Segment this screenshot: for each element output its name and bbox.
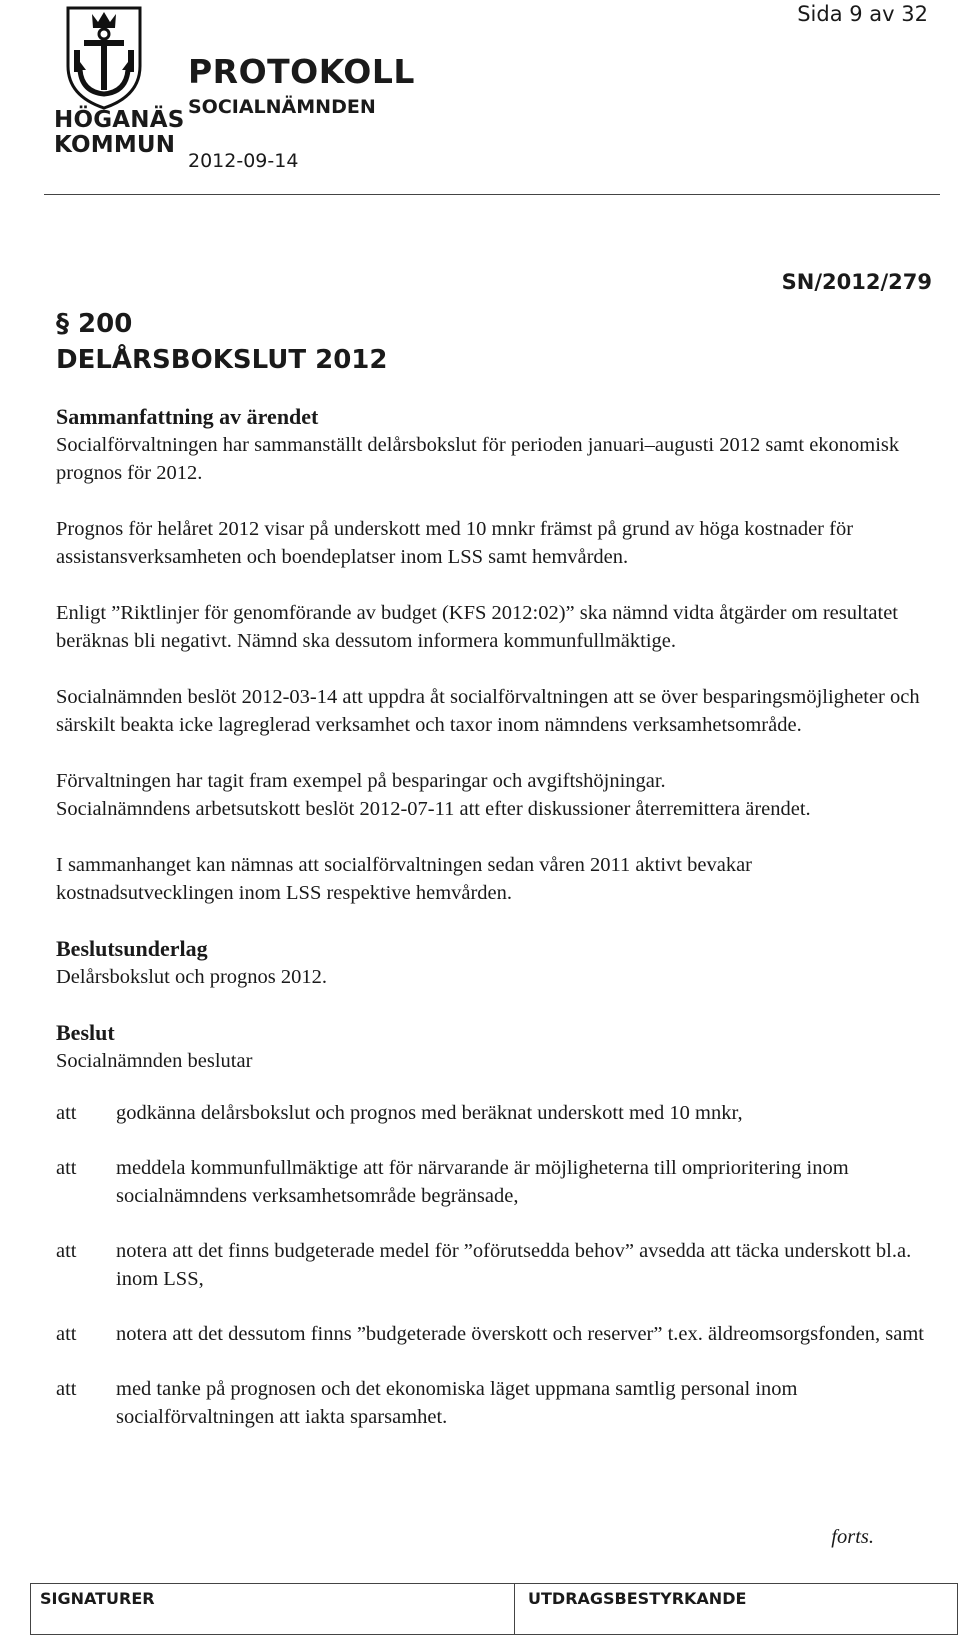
extract-certification-label: UTDRAGSBESTYRKANDE bbox=[528, 1589, 747, 1608]
decision-keyword: att bbox=[56, 1323, 77, 1345]
section-heading bbox=[56, 306, 387, 378]
decision-intro: Socialnämnden beslutar bbox=[56, 1050, 253, 1072]
section-number: § 200 bbox=[56, 309, 133, 339]
logo-line-1: HÖGANÄS bbox=[54, 107, 185, 133]
paragraph-5b: Socialnämndens arbetsutskott beslöt 2012-07-11 att efter diskussioner återremittera ärendet. bbox=[56, 798, 811, 820]
decision-item bbox=[56, 1375, 932, 1431]
decision-keyword: att bbox=[56, 1378, 77, 1400]
decision-text: notera att det finns budgeterade medel för ”oförutsedda behov” avsedda att täcka underskott bl.a. inom LSS, bbox=[116, 1240, 912, 1290]
header-divider bbox=[44, 194, 940, 195]
decision-keyword: att bbox=[56, 1240, 77, 1262]
page-number: Sida 9 av 32 bbox=[797, 2, 928, 26]
decision-list bbox=[56, 1099, 932, 1431]
decision-item bbox=[56, 1099, 932, 1127]
logo-line-2: KOMMUN bbox=[54, 132, 176, 158]
decision-item bbox=[56, 1154, 932, 1210]
decision-text: meddela kommunfullmäktige att för närvarande är möjligheterna till omprioritering inom socialnämndens verksamhetsområde begränsade, bbox=[116, 1157, 849, 1207]
decision-keyword: att bbox=[56, 1157, 77, 1179]
paragraph-1: Socialförvaltningen har sammanställt delårsbokslut för perioden januari–augusti 2012 samt ekonomisk prognos för 2012. bbox=[56, 434, 900, 484]
decision-text: notera att det dessutom finns ”budgeterade överskott och reserver” t.ex. äldreomsorgsfonden, samt bbox=[116, 1323, 924, 1345]
section-title: DELÅRSBOKSLUT 2012 bbox=[56, 345, 388, 375]
paragraph-6: I sammanhanget kan nämnas att socialförvaltningen sedan våren 2011 aktivt bevakar kostnadsutvecklingen inom LSS respektive hemvården. bbox=[56, 854, 752, 904]
case-number: SN/2012/279 bbox=[781, 270, 932, 294]
basis-text: Delårsbokslut och prognos 2012. bbox=[56, 966, 328, 988]
decision-item bbox=[56, 1237, 932, 1293]
decision-text: godkänna delårsbokslut och prognos med beräknat underskott med 10 mnkr, bbox=[116, 1102, 743, 1124]
continued-note: forts. bbox=[831, 1526, 874, 1548]
footer-divider bbox=[514, 1583, 515, 1635]
decision-text: med tanke på prognosen och det ekonomiska läget uppmana samtlig personal inom socialförvaltningen att iakta sparsamhet. bbox=[116, 1378, 798, 1428]
logo-wordmark bbox=[54, 108, 185, 158]
basis-heading: Beslutsunderlag bbox=[56, 936, 208, 961]
document-body bbox=[56, 403, 932, 1458]
paragraph-5a: Förvaltningen har tagit fram exempel på besparingar och avgiftshöjningar. bbox=[56, 770, 666, 792]
paragraph-2: Prognos för helåret 2012 visar på underskott med 10 mnkr främst på grund av höga kostnader för assistansverksamheten och boendeplatser inom LSS samt hemvården. bbox=[56, 518, 854, 568]
summary-heading: Sammanfattning av ärendet bbox=[56, 404, 319, 429]
paragraph-3: Enligt ”Riktlinjer för genomförande av budget (KFS 2012:02)” ska nämnd vidta åtgärder om resultatet beräknas bli negativt. Nämnd ska dessutom informera kommunfullmäktige. bbox=[56, 602, 898, 652]
decision-item bbox=[56, 1320, 932, 1348]
document-subtitle: SOCIALNÄMNDEN bbox=[188, 96, 376, 118]
document-title: PROTOKOLL bbox=[188, 52, 415, 91]
paragraph-4: Socialnämnden beslöt 2012-03-14 att uppdra åt socialförvaltningen att se över besparingsmöjligheter och särskilt beakta icke lagreglerad verksamhet och taxor inom nämndens verksamhetsområde. bbox=[56, 686, 920, 736]
signatures-label: SIGNATURER bbox=[40, 1589, 155, 1608]
decision-heading: Beslut bbox=[56, 1020, 115, 1045]
decision-keyword: att bbox=[56, 1102, 77, 1124]
signature-footer bbox=[30, 1583, 958, 1635]
document-date: 2012-09-14 bbox=[188, 150, 299, 172]
